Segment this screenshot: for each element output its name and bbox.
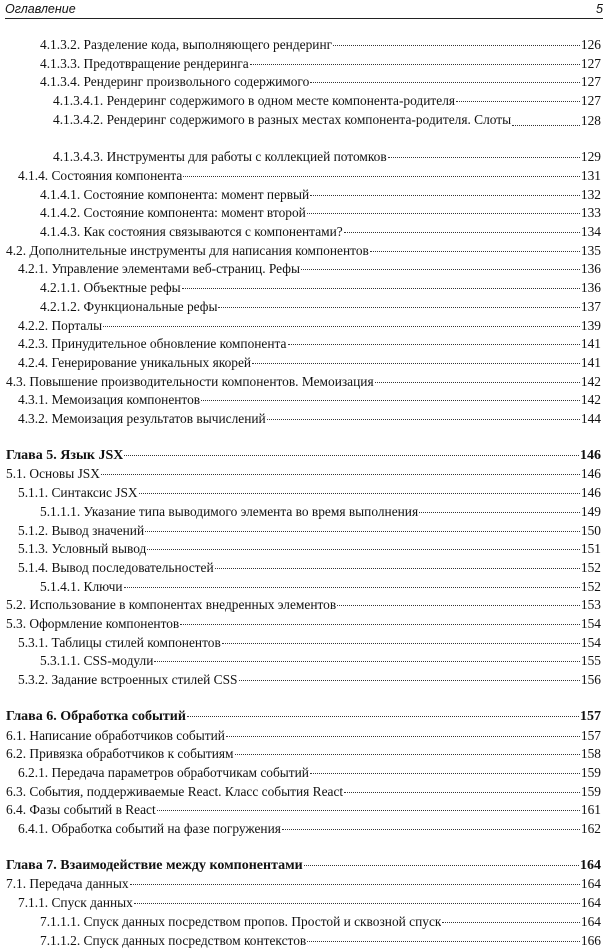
toc-entry-page: 146 <box>580 466 601 482</box>
toc-entry-page: 136 <box>580 261 601 277</box>
toc-entry-title: 4.2.1. Управление элементами веб-страниц. Рефы <box>18 261 300 277</box>
toc-entry-page: 158 <box>580 746 601 762</box>
toc-entry-title: 5.1.1. Синтаксис JSX <box>18 485 138 501</box>
toc-entry-title: 4.2.1.2. Функциональные рефы <box>40 298 218 314</box>
dot-leader <box>147 549 580 550</box>
toc-entry-page: 132 <box>580 186 601 202</box>
toc-entry-title: 5.1.4. Вывод последовательностей <box>18 559 214 575</box>
dot-leader <box>333 45 580 46</box>
toc-entry <box>40 73 601 90</box>
dot-leader <box>456 101 580 102</box>
toc-entry <box>40 652 601 669</box>
dot-leader <box>218 307 579 308</box>
toc-entry-title: 4.1.4. Состояния компонента <box>18 167 183 183</box>
toc-entry-page: 127 <box>580 55 601 71</box>
toc-entry <box>6 242 601 259</box>
toc-entry-page: 152 <box>580 578 601 594</box>
dot-leader <box>442 922 580 923</box>
toc-entry <box>18 260 601 277</box>
toc-entry-page: 164 <box>580 895 601 911</box>
toc-entry <box>18 764 601 781</box>
dot-leader <box>267 419 580 420</box>
toc-entry-page: 159 <box>580 783 601 799</box>
header-page-number: 5 <box>596 2 603 16</box>
toc-entry <box>18 540 601 557</box>
dot-leader <box>222 643 580 644</box>
toc-entry-page: 135 <box>580 242 601 258</box>
dot-leader <box>134 903 580 904</box>
toc-entry-title: 4.1.3.2. Разделение кода, выполняющего рендеринг <box>40 37 333 52</box>
toc-entry-title: 4.1.4.2. Состояние компонента: момент второй <box>40 205 306 221</box>
toc-entry-page: 144 <box>580 411 601 426</box>
toc-entry-title: 4.2.3. Принудительное обновление компонента <box>18 336 287 352</box>
dot-leader <box>288 344 580 345</box>
toc-entry-page: 146 <box>580 447 601 463</box>
toc-entry-title: 4.1.4.1. Состояние компонента: момент первый <box>40 186 310 202</box>
toc-entry-page: 129 <box>580 149 601 165</box>
toc-entry <box>40 204 601 221</box>
toc-entry <box>40 298 601 315</box>
toc-entry <box>40 913 601 930</box>
dot-leader <box>182 288 580 289</box>
toc-entry <box>6 783 601 800</box>
dot-leader <box>307 213 580 214</box>
toc-entry-title: Глава 6. Обработка событий <box>6 708 186 724</box>
toc-entry <box>18 391 601 408</box>
toc-entry-title: 6.4. Фазы событий в React <box>6 802 156 818</box>
toc-entry-title: 4.3.2. Мемоизация результатов вычислений <box>18 411 266 426</box>
toc-entry <box>40 578 601 595</box>
toc-entry-page: 151 <box>580 541 601 557</box>
toc-entry-title: 5.1.2. Вывод значений <box>18 522 145 538</box>
header-title: Оглавление <box>5 2 76 16</box>
toc-entry-page: 152 <box>580 559 601 575</box>
toc-entry <box>40 186 601 203</box>
dot-leader <box>344 792 580 793</box>
toc-entry-page: 139 <box>580 317 601 333</box>
toc-entry-title: 6.4.1. Обработка событий на фазе погружения <box>18 821 281 836</box>
dot-leader <box>215 568 580 569</box>
toc-entry-page: 154 <box>580 616 601 631</box>
toc-entry-title: 6.1. Написание обработчиков событий <box>6 727 225 743</box>
toc-entry-title: 5.1.4.1. Ключи <box>40 578 123 594</box>
toc-entry-page: 141 <box>580 336 601 352</box>
toc-entry-title: 5.3.1. Таблицы стилей компонентов <box>18 634 221 650</box>
toc-entry-title: 7.1.1.1. Спуск данных посредством пропов. Простой и сквозной спуск <box>40 913 442 929</box>
toc-entry-title: 6.3. События, поддерживаемые React. Класс события React <box>6 783 344 799</box>
dot-leader <box>187 716 579 717</box>
toc-entry <box>18 410 601 427</box>
toc-entry-title: 5.2. Использование в компонентах внедренных элементов <box>6 597 337 613</box>
toc-entry-title: 6.2.1. Передача параметров обработчикам событий <box>18 764 309 780</box>
toc-entry-page: 162 <box>580 821 601 836</box>
toc-entry-title: 7.1.1. Спуск данных <box>18 895 133 911</box>
toc-entry-page: 127 <box>580 93 601 109</box>
dot-leader <box>157 810 580 811</box>
dot-leader <box>388 157 580 158</box>
toc-entry <box>6 373 601 390</box>
toc-entry-page: 157 <box>580 708 601 724</box>
toc-entry-title: 4.1.3.4.2. Рендеринг содержимого в разных местах компонента-родителя. Слоты <box>53 111 512 127</box>
toc-entry <box>40 279 601 296</box>
toc-entry-title: 4.2.4. Генерирование уникальных якорей <box>18 354 252 370</box>
toc-entry-page: 126 <box>580 37 601 52</box>
dot-leader <box>180 624 580 625</box>
toc-entry <box>53 111 601 129</box>
toc-entry <box>18 167 601 184</box>
toc-entry <box>40 36 601 53</box>
dot-leader <box>419 512 580 513</box>
toc-entry-page: 149 <box>580 503 601 519</box>
toc-entry <box>18 820 601 837</box>
toc-entry-title: 5.3.1.1. CSS-модули <box>40 653 154 669</box>
toc-entry-page: 133 <box>580 205 601 221</box>
toc-entry <box>40 932 601 949</box>
dot-leader <box>103 326 580 327</box>
toc-entry-title: Глава 7. Взаимодействие между компонентами <box>6 857 303 873</box>
toc-entry-page: 128 <box>580 112 601 128</box>
toc-entry-title: 6.2. Привязка обработчиков к событиям <box>6 746 234 762</box>
toc-entry <box>18 634 601 651</box>
toc-entry-title: 4.3. Повышение производительности компонентов. Мемоизация <box>6 373 374 389</box>
dot-leader <box>130 884 580 885</box>
dot-leader <box>124 455 579 456</box>
toc-entry-page: 161 <box>580 802 601 818</box>
toc-entry-title: 4.1.3.4.3. Инструменты для работы с коллекцией потомков <box>53 149 387 165</box>
toc-entry-title: 4.1.4.3. Как состояния связываются с компонентами? <box>40 224 343 239</box>
dot-leader <box>154 661 580 662</box>
dot-leader <box>145 531 580 532</box>
toc-entry-page: 164 <box>580 913 601 929</box>
toc-entry-page: 164 <box>580 876 601 892</box>
dot-leader <box>310 773 580 774</box>
dot-leader <box>183 176 580 177</box>
dot-leader <box>370 251 580 252</box>
toc-entry-title: 5.3.2. Задание встроенных стилей CSS <box>18 672 238 688</box>
toc-entry-title: 4.1.3.3. Предотвращение рендеринга <box>40 55 249 71</box>
toc-entry-title: 5.1.1.1. Указание типа выводимого элемента во время выполнения <box>40 503 419 519</box>
dot-leader <box>344 232 580 233</box>
toc-entry-page: 150 <box>580 522 601 538</box>
toc-entry-title: 4.3.1. Мемоизация компонентов <box>18 392 201 408</box>
dot-leader <box>310 195 580 196</box>
toc-entry-page: 141 <box>580 354 601 370</box>
toc-entry <box>18 317 601 334</box>
toc-entry <box>6 801 601 818</box>
toc-entry <box>18 484 601 501</box>
toc-entry <box>40 223 601 240</box>
toc-entry <box>18 335 601 352</box>
dot-leader <box>310 82 580 83</box>
toc-entry <box>53 92 601 109</box>
toc-entry-title: 4.2.1.1. Объектные рефы <box>40 280 181 296</box>
toc-entry <box>6 596 601 613</box>
dot-leader <box>226 736 580 737</box>
toc-entry-title: 5.1.3. Условный вывод <box>18 541 147 557</box>
toc-entry-title: 4.1.3.4.1. Рендеринг содержимого в одном месте компонента-родителя <box>53 93 456 109</box>
dot-leader <box>201 400 580 401</box>
toc-entry-page: 155 <box>580 653 601 669</box>
dot-leader <box>304 865 579 866</box>
toc-entry <box>40 55 601 72</box>
toc-entry-page: 142 <box>580 373 601 389</box>
dot-leader <box>124 587 580 588</box>
toc-entry-page: 142 <box>580 392 601 408</box>
toc-entry <box>18 894 601 911</box>
toc-entry <box>6 727 601 744</box>
dot-leader <box>307 941 580 942</box>
toc-entry <box>18 559 601 576</box>
dot-leader <box>512 125 580 126</box>
toc-entry <box>18 354 601 371</box>
toc-entry <box>6 615 601 632</box>
toc-entry-title: 7.1. Передача данных <box>6 876 129 892</box>
dot-leader <box>337 605 580 606</box>
dot-leader <box>235 754 580 755</box>
toc-entry-page: 146 <box>580 485 601 501</box>
toc-entry-page: 137 <box>580 298 601 314</box>
toc-entry-title: 5.3. Оформление компонентов <box>6 616 180 631</box>
toc-entry-page: 134 <box>580 224 601 239</box>
toc-entry-page: 153 <box>580 597 601 613</box>
toc-entry-page: 131 <box>580 167 601 183</box>
toc-entry-page: 164 <box>580 857 601 873</box>
toc-entry-title: 7.1.1.2. Спуск данных посредством контекстов <box>40 932 307 948</box>
dot-leader <box>239 680 580 681</box>
toc-chapter-entry <box>6 447 601 464</box>
dot-leader <box>282 829 580 830</box>
toc-entry-page: 136 <box>580 280 601 296</box>
toc-entry-title: 4.1.3.4. Рендеринг произвольного содержимого <box>40 74 310 90</box>
toc-entry <box>6 465 601 482</box>
dot-leader <box>101 474 580 475</box>
toc-entry-page: 127 <box>580 74 601 90</box>
toc-entry-page: 154 <box>580 634 601 650</box>
toc-entry-title: 4.2.2. Порталы <box>18 317 103 333</box>
dot-leader <box>301 269 580 270</box>
toc-entry <box>40 503 601 520</box>
toc-entry-page: 156 <box>580 672 601 688</box>
toc-entry-title: 4.2. Дополнительные инструменты для написания компонентов <box>6 242 369 258</box>
toc-entry-title: 5.1. Основы JSX <box>6 466 100 482</box>
toc-entry <box>18 671 601 688</box>
dot-leader <box>375 382 580 383</box>
dot-leader <box>250 64 580 65</box>
toc-entry-page: 157 <box>580 727 601 743</box>
toc-entry <box>53 148 601 165</box>
toc-entry <box>18 522 601 539</box>
toc-entry-page: 166 <box>580 932 601 948</box>
toc-entry-title: Глава 5. Язык JSX <box>6 447 124 463</box>
toc-chapter-entry <box>6 708 601 725</box>
dot-leader <box>139 493 580 494</box>
dot-leader <box>252 363 580 364</box>
toc-entry-page: 159 <box>580 764 601 780</box>
toc-entry <box>6 745 601 762</box>
toc-chapter-entry <box>6 857 601 874</box>
